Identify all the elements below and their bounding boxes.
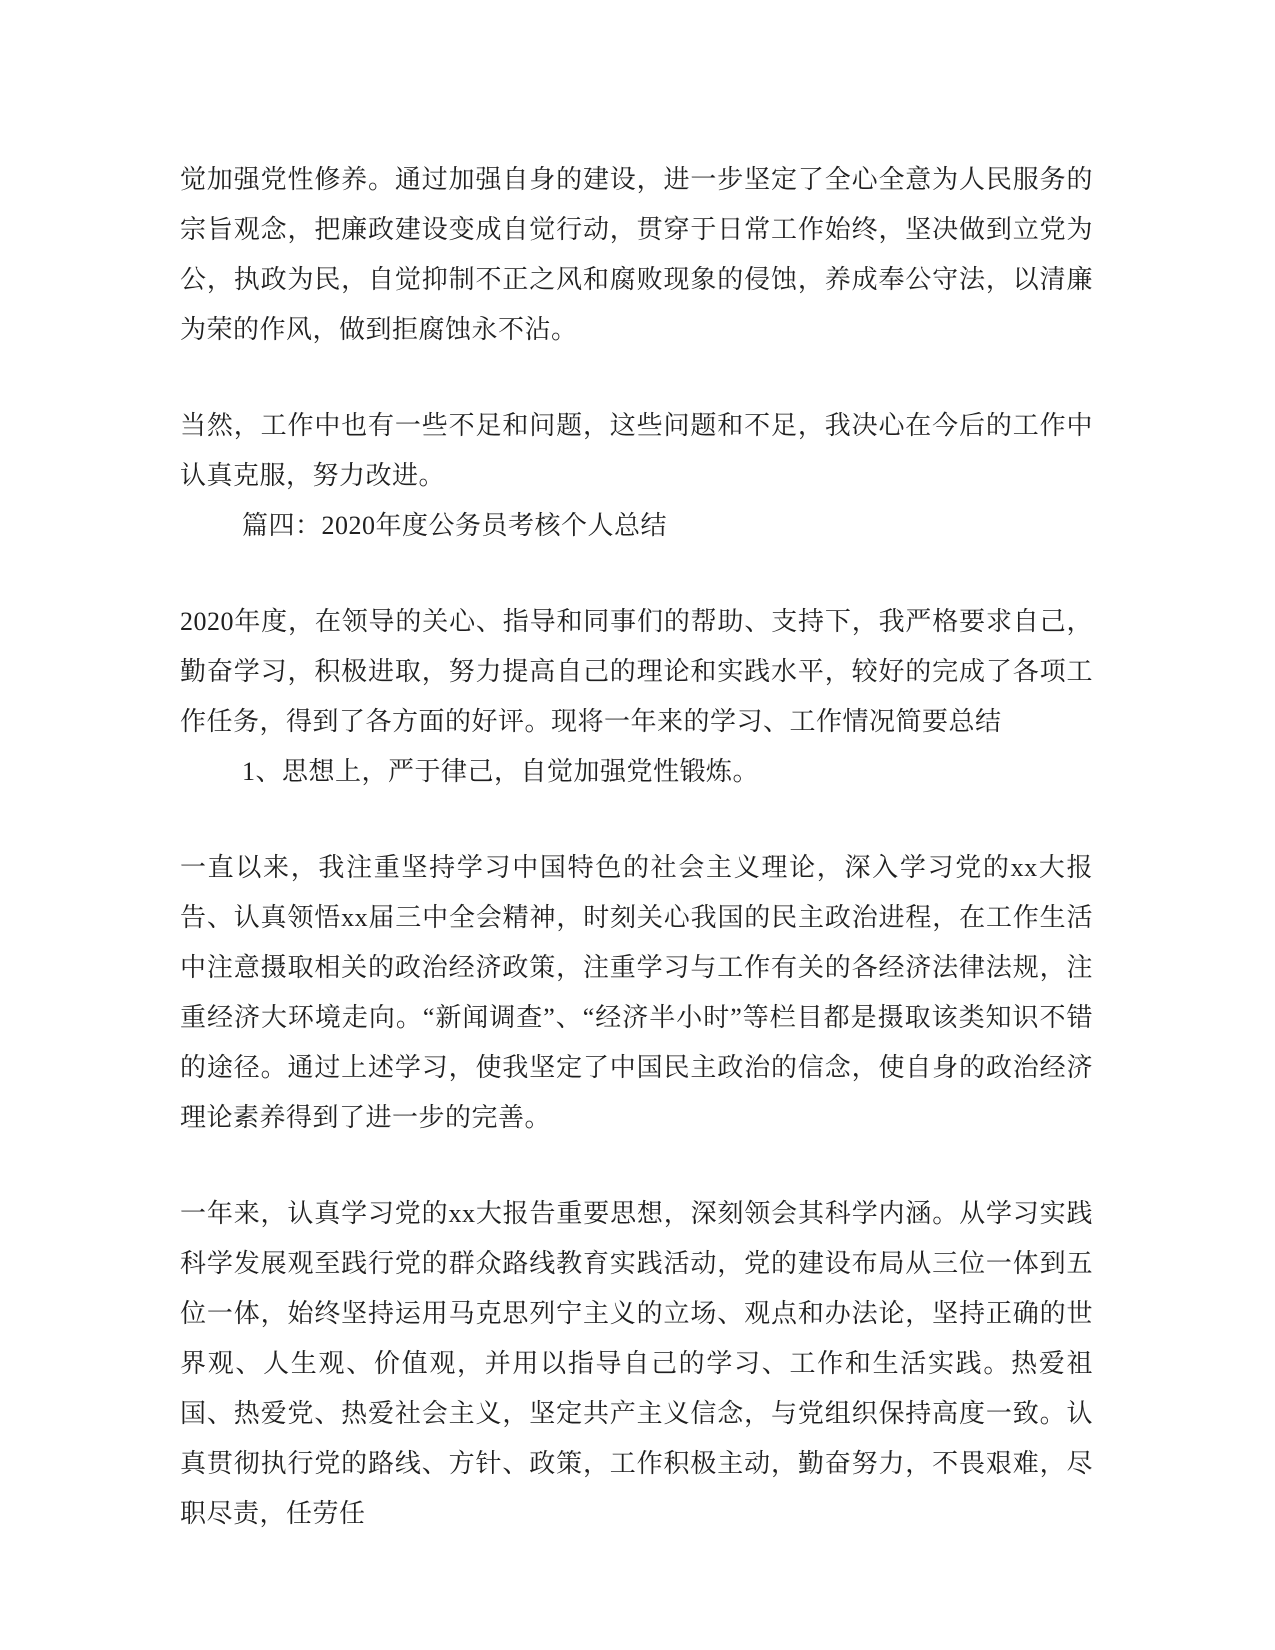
paragraph-shortcomings: 当然，工作中也有一些不足和问题，这些问题和不足，我决心在今后的工作中认真克服，努力改进。: [180, 411, 1093, 490]
document-body: [180, 155, 1093, 1539]
paragraph-theory-study: 一直以来，我注重坚持学习中国特色的社会主义理论，深入学习党的xx大报告、认真领悟xx届三中全会精神，时刻关心我国的民主政治进程，在工作生活中注意摄取相关的政治经济政策，注重学习与工作有关的各经济法律法规，注重经济大环境走向。“新闻调查”、“经济半小时”等栏目都是摄取该类知识不错的途径。通过上述学习，使我坚定了中国民主政治的信念，使自身的政治经济理论素养得到了进一步的完善。: [180, 853, 1093, 1132]
paragraph-party-spirit: 觉加强党性修养。通过加强自身的建设，进一步坚定了全心全意为人民服务的宗旨观念，把廉政建设变成自觉行动，贯穿于日常工作始终，坚决做到立党为公，执政为民，自觉抑制不正之风和腐败现象的侵蚀，养成奉公守法，以清廉为荣的作风，做到拒腐蚀永不沾。: [180, 165, 1093, 344]
list-item-heading-ideology: 1、思想上，严于律己，自觉加强党性锻炼。: [242, 757, 760, 786]
paragraph-year-overview: 2020年度，在领导的关心、指导和同事们的帮助、支持下，我严格要求自己，勤奋学习，积极进取，努力提高自己的理论和实践水平，较好的完成了各项工作任务，得到了各方面的好评。现将一年来的学习、工作情况简要总结: [180, 607, 1093, 736]
paragraph-party-report-study: 一年来，认真学习党的xx大报告重要思想，深刻领会其科学内涵。从学习实践科学发展观至践行党的群众路线教育实践活动，党的建设布局从三位一体到五位一体，始终坚持运用马克思列宁主义的立场、观点和办法论，坚持正确的世界观、人生观、价值观，并用以指导自己的学习、工作和生活实践。热爱祖国、热爱党、热爱社会主义，坚定共产主义信念，与党组织保持高度一致。认真贯彻执行党的路线、方针、政策，工作积极主动，勤奋努力，不畏艰难，尽职尽责，任劳任: [180, 1199, 1093, 1528]
section-label-part-four: 篇四：2020年度公务员考核个人总结: [242, 511, 668, 540]
